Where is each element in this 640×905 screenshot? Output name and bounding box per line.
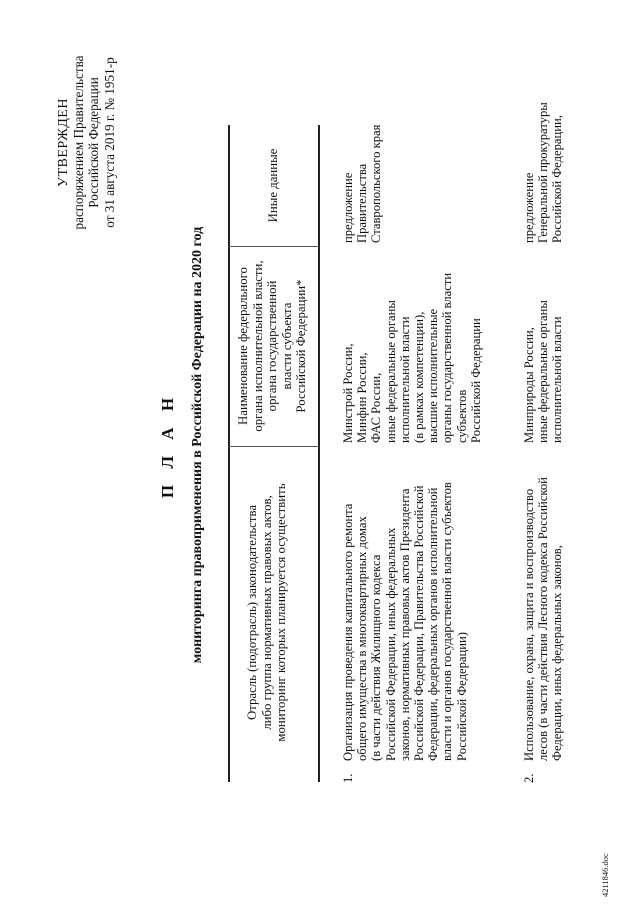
approval-date-number: от 31 августа 2019 г. № 1951-р — [101, 57, 117, 228]
approval-line: Российской Федерации — [86, 77, 102, 208]
row-other-text: предложение Генеральной прокуратуры Российской Федерации, — [522, 102, 565, 243]
row-other-text: предложение Правительства Ставропольского края — [341, 124, 384, 243]
header-bodies: Наименование федерального органа исполнительной власти, органа государственной власти субъекта Российской Федерации* — [236, 260, 309, 432]
approval-line: распоряжением Правительства — [71, 55, 87, 230]
table-top-border — [228, 125, 230, 782]
row-bodies-text: Минприроды России, иные федеральные органы исполнительной власти — [522, 300, 565, 443]
header-column-divider — [228, 446, 319, 447]
row-branch-text: Использование, охрана, защита и воспроизводство лесов (в части действия Лесного кодекса Российской Федерации, иных федеральных законов, — [522, 477, 565, 761]
row-number: 1. — [341, 773, 355, 783]
row-branch-text: Организация проведения капитального ремонта общего имущества в многоквартирных домах (в части действия Жилищного кодекса Российской Федерации, иных федеральных законов, нормативных правовых актов Президента Российской Федерации, Правительства Российской Федерации, федеральных органов исполнительной власти и органов государственной власти субъектов Российской Федерации) — [341, 482, 469, 761]
plan-title: П Л А Н — [158, 391, 177, 499]
row-bodies-text: Минстрой России, Минфин России, ФАС России, иные федеральные органы исполнительной власти (в рамках компетенции), высшие исполнительные органы государственной власти субъектов Российской Федерации — [341, 272, 483, 443]
approval-heading: УТВЕРЖДЕН — [56, 98, 71, 187]
approval-stamp — [56, 0, 117, 285]
row-number: 2. — [522, 773, 536, 783]
table-header-border — [318, 125, 320, 782]
header-other: Иные данные — [266, 148, 280, 223]
header-column-divider — [228, 246, 319, 247]
document-reference: 4211846.doc — [600, 853, 610, 897]
plan-subtitle: мониторинга правоприменения в Российской Федерации на 2020 год — [190, 226, 205, 664]
header-branch: Отрасль (подотрасль) законодательства либо группа нормативных правовых актов, мониторинг которых планируется осуществить — [245, 483, 289, 742]
